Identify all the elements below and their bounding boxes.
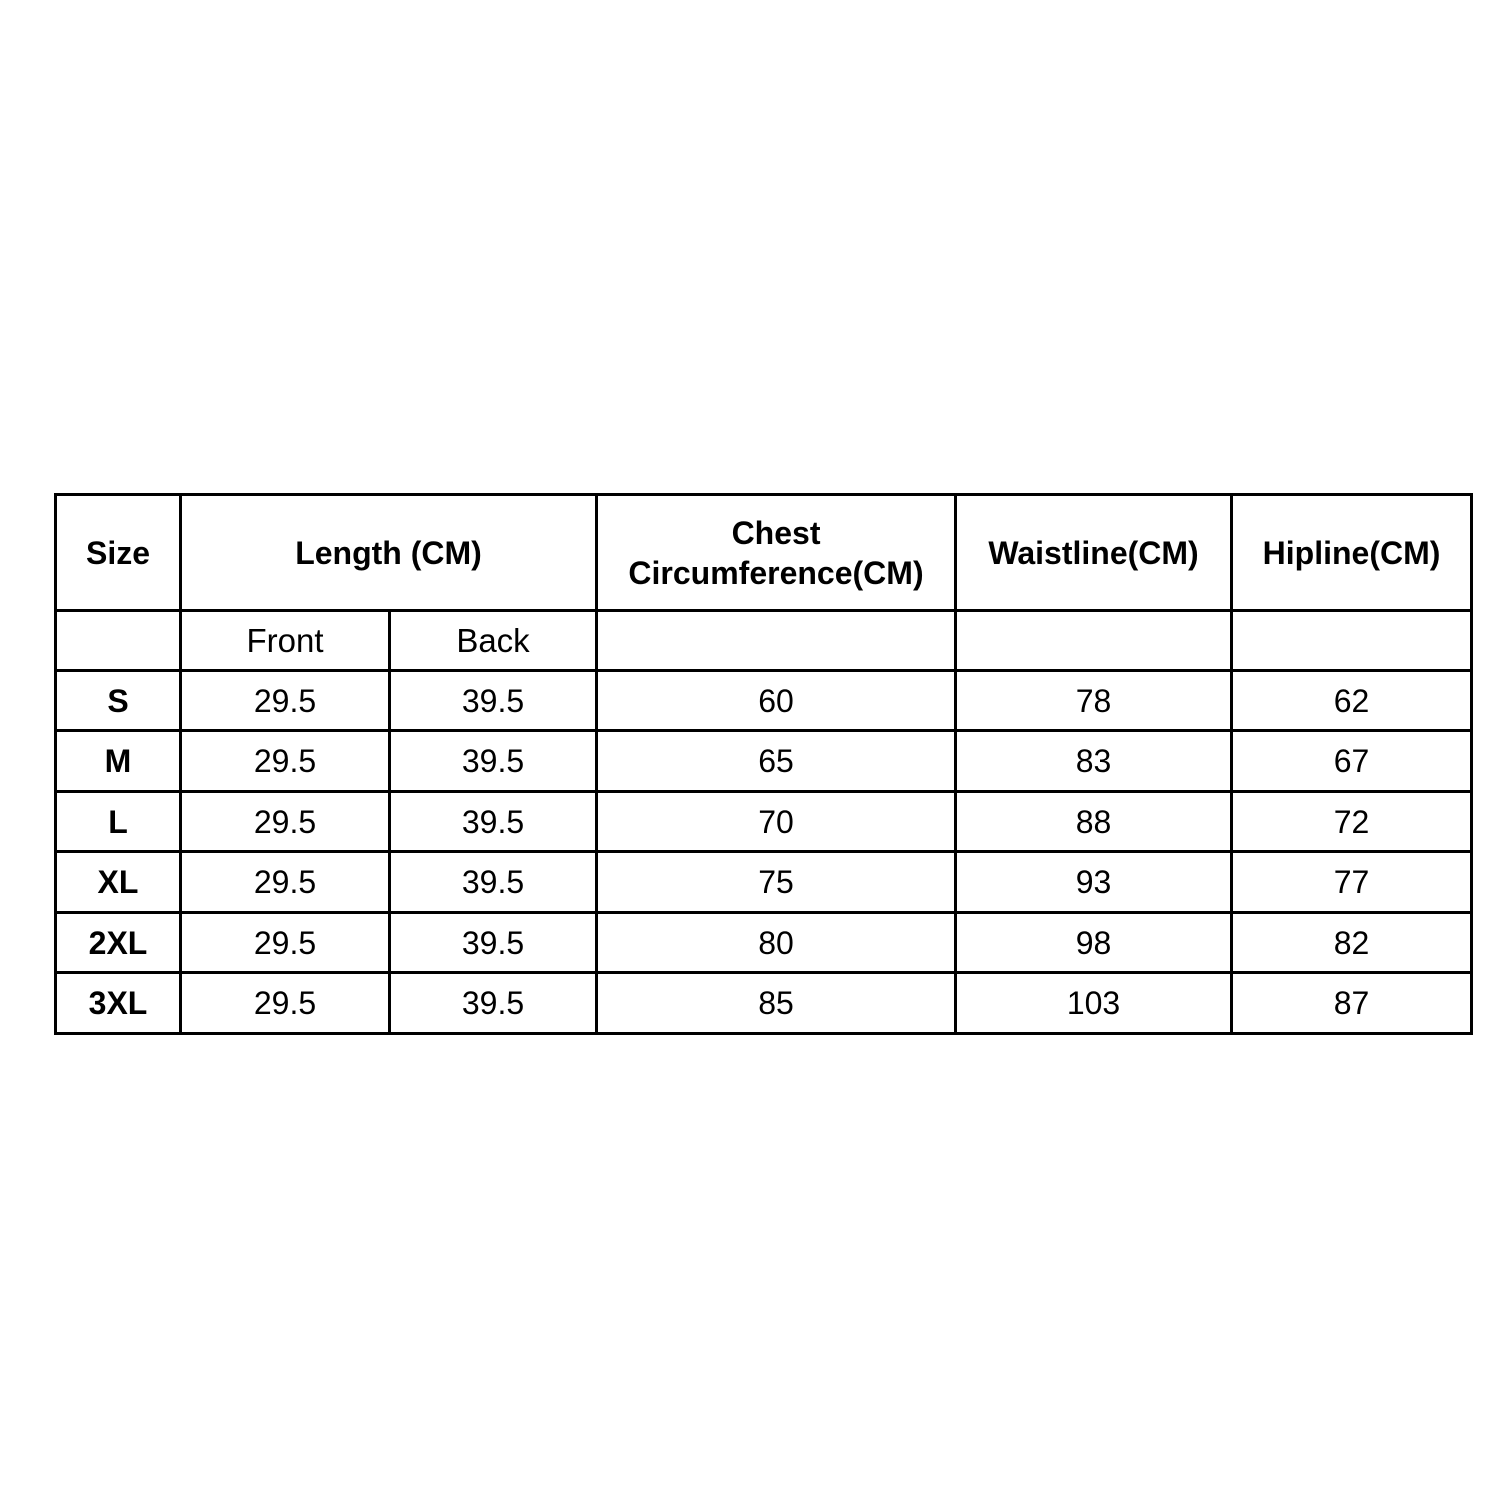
size-cell: L [56,792,181,852]
size-cell: 2XL [56,913,181,973]
hip-cell: 87 [1232,973,1472,1034]
front-length-cell: 29.5 [181,973,390,1034]
subheader-empty-waist [956,611,1232,671]
size-cell: 3XL [56,973,181,1034]
back-length-cell: 39.5 [390,852,597,913]
subheader-back: Back [390,611,597,671]
chest-cell: 60 [597,671,956,731]
table-row [56,671,1472,731]
back-length-cell: 39.5 [390,913,597,973]
size-cell: M [56,731,181,792]
chest-cell: 80 [597,913,956,973]
front-length-cell: 29.5 [181,731,390,792]
subheader-row [56,611,1472,671]
header-row [56,495,1472,611]
hip-cell: 82 [1232,913,1472,973]
chest-cell: 70 [597,792,956,852]
hip-cell: 77 [1232,852,1472,913]
back-length-cell: 39.5 [390,973,597,1034]
table-row [56,792,1472,852]
back-length-cell: 39.5 [390,792,597,852]
header-hipline: Hipline(CM) [1232,495,1472,611]
table-row [56,913,1472,973]
header-length: Length (CM) [181,495,597,611]
header-chest-line2: Circumference(CM) [628,554,924,591]
header-waistline: Waistline(CM) [956,495,1232,611]
size-chart-table [54,493,1473,1035]
size-cell: S [56,671,181,731]
size-cell: XL [56,852,181,913]
waist-cell: 103 [956,973,1232,1034]
chest-cell: 65 [597,731,956,792]
header-chest [597,495,956,611]
front-length-cell: 29.5 [181,852,390,913]
waist-cell: 78 [956,671,1232,731]
back-length-cell: 39.5 [390,731,597,792]
chest-cell: 75 [597,852,956,913]
subheader-empty-size [56,611,181,671]
front-length-cell: 29.5 [181,671,390,731]
hip-cell: 67 [1232,731,1472,792]
hip-cell: 72 [1232,792,1472,852]
waist-cell: 83 [956,731,1232,792]
table-row [56,852,1472,913]
chest-cell: 85 [597,973,956,1034]
subheader-front: Front [181,611,390,671]
table-row [56,973,1472,1034]
hip-cell: 62 [1232,671,1472,731]
subheader-empty-chest [597,611,956,671]
waist-cell: 98 [956,913,1232,973]
front-length-cell: 29.5 [181,913,390,973]
waist-cell: 93 [956,852,1232,913]
header-chest-line1: Chest [731,514,821,551]
waist-cell: 88 [956,792,1232,852]
subheader-empty-hip [1232,611,1472,671]
front-length-cell: 29.5 [181,792,390,852]
header-size: Size [56,495,181,611]
table-row [56,731,1472,792]
back-length-cell: 39.5 [390,671,597,731]
